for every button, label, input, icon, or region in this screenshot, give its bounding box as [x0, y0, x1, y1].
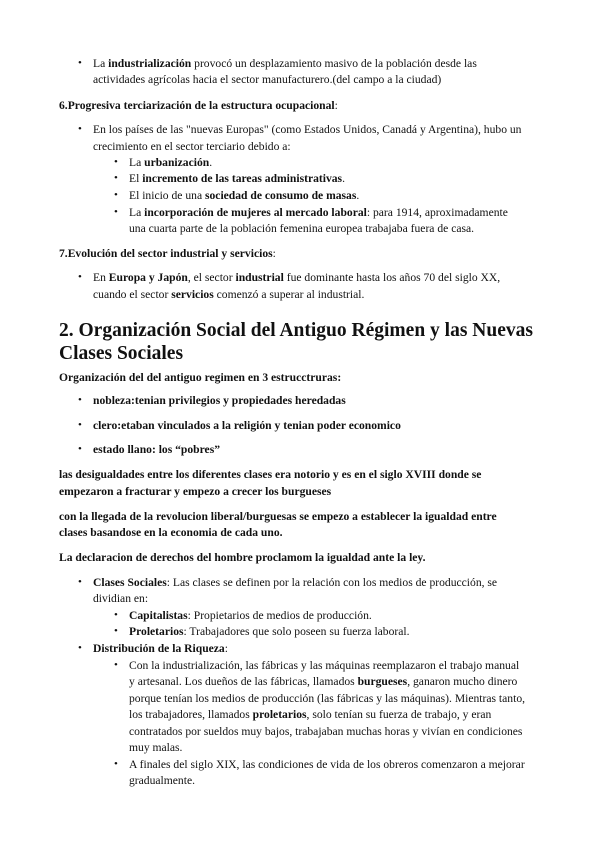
clases-sociales-line-1: Clases Sociales: Las clases se definen por la relación con los medios de producción, se	[93, 576, 498, 589]
estructura-clero: clero:etaban vinculados a la religión y tenian poder economico	[93, 419, 401, 432]
section-7-heading: 7.Evolución del sector industrial y servicios:	[59, 247, 276, 260]
capitalistas-item: Capitalistas: Propietarios de medios de producción.	[129, 609, 372, 622]
riqueza-p1-line-2: y artesanal. Los dueños de las fábricas, llamados burgueses, ganaron mucho dinero	[129, 675, 518, 688]
riqueza-heading: Distribución de la Riqueza:	[93, 642, 228, 655]
bullet: •	[114, 172, 118, 184]
bullet: •	[78, 123, 82, 135]
intro-line-1: La industrialización provocó un desplazamiento masivo de la población desde las	[93, 57, 477, 70]
bullet: •	[78, 642, 82, 654]
section-2-subtitle: Organización del del antiguo regimen en 3 estrucctruras:	[59, 371, 342, 384]
desigualdades-line-2: empezaron a fracturar y empezo a crecer los burgueses	[59, 485, 332, 498]
bullet: •	[114, 189, 118, 201]
list-item-tareas: El incremento de las tareas administrativas.	[129, 172, 345, 185]
bullet: •	[114, 625, 118, 637]
intro-line-2: actividades agrícolas hacia el sector manufacturero.(del campo a la ciudad)	[93, 73, 442, 86]
list-item-consumo: El inicio de una sociedad de consumo de masas.	[129, 189, 360, 202]
bullet: •	[114, 206, 118, 218]
riqueza-p2-line-2: gradualmente.	[129, 774, 195, 787]
riqueza-p1-line-4: los trabajadores, llamados proletarios, solo tenían su fuerza de trabajo, y eran	[129, 708, 492, 721]
section-7-line-1: En Europa y Japón, el sector industrial fue dominante hasta los años 70 del siglo XX,	[93, 271, 501, 284]
proletarios-item: Proletarios: Trabajadores que solo poseen su fuerza laboral.	[129, 625, 410, 638]
bullet: •	[114, 659, 118, 671]
estructura-nobleza: nobleza:tenian privilegios y propiedades heredadas	[93, 394, 346, 407]
section-6-heading: 6.Progresiva terciarización de la estructura ocupacional:	[59, 99, 338, 112]
section-6-paragraph-line-1: En los países de las "nuevas Europas" (como Estados Unidos, Canadá y Argentina), hubo un	[93, 123, 522, 136]
bullet: •	[78, 271, 82, 283]
declaracion-line: La declaracion de derechos del hombre proclamom la igualdad ante la ley.	[59, 551, 426, 564]
list-item-urbanizacion: La urbanización.	[129, 156, 213, 169]
list-item-mujeres: La incorporación de mujeres al mercado laboral: para 1914, aproximadamente	[129, 206, 508, 219]
estructura-estado-llano: estado llano: los “pobres”	[93, 443, 221, 456]
bullet: •	[78, 443, 82, 455]
list-item-mujeres-cont: una cuarta parte de la población femenina europea trabajaba fuera de casa.	[129, 222, 475, 235]
riqueza-p1-line-5: contratados por sueldos muy bajos, trabajaban muchas horas y vivían en condiciones	[129, 725, 523, 738]
section-2-title-line-2: Clases Sociales	[59, 343, 184, 364]
bullet: •	[78, 57, 82, 69]
section-2-title-line-1: 2. Organización Social del Antiguo Régimen y las Nuevas	[59, 320, 533, 341]
clases-sociales-line-2: dividian en:	[93, 592, 149, 605]
bullet: •	[78, 394, 82, 406]
bullet: •	[114, 758, 118, 770]
section-6-paragraph-line-2: crecimiento en el sector terciario debido a:	[93, 140, 291, 153]
bullet: •	[114, 609, 118, 621]
bullet: •	[78, 419, 82, 431]
bullet: •	[114, 156, 118, 168]
riqueza-p1-line-6: muy malas.	[129, 741, 183, 754]
riqueza-p1-line-1: Con la industrialización, las fábricas y las máquinas reemplazaron el trabajo manual	[129, 659, 520, 672]
revolucion-line-1: con la llegada de la revolucion liberal/burguesas se empezo a establecer la igualdad entre	[59, 510, 497, 523]
riqueza-p2-line-1: A finales del siglo XIX, las condiciones de vida de los obreros comenzaron a mejorar	[129, 758, 525, 771]
revolucion-line-2: clases basandose en la economia de cada uno.	[59, 526, 283, 539]
bullet: •	[78, 576, 82, 588]
desigualdades-line-1: las desigualdades entre los diferentes clases era notorio y es en el siglo XVIII donde se	[59, 468, 482, 481]
section-7-line-2: cuando el sector servicios comenzó a superar al industrial.	[93, 288, 365, 301]
riqueza-p1-line-3: porque tenían los medios de producción (las fábricas y las máquinas). Mientras tanto,	[129, 692, 526, 705]
